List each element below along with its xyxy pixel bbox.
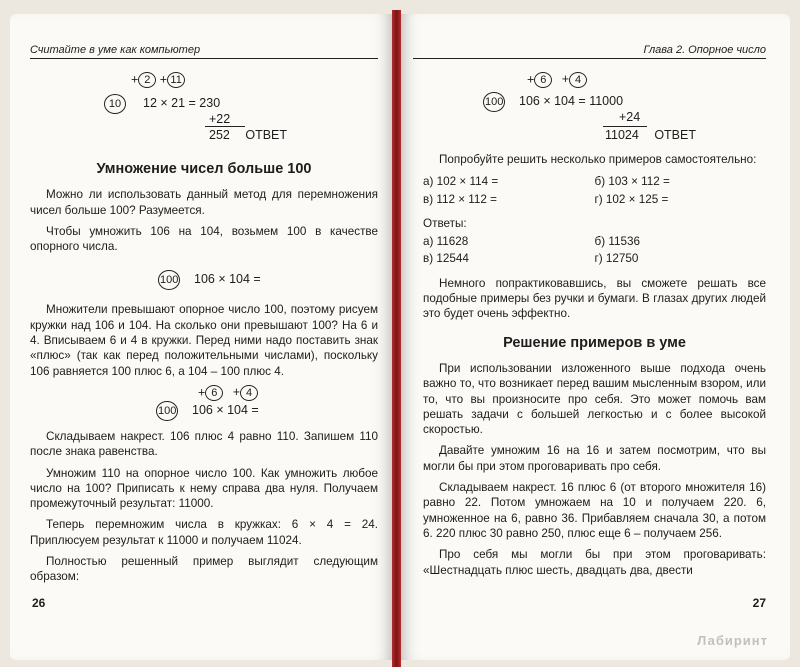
paragraph: Складываем накрест. 106 плюс 4 равно 110. Запишем 110 после знака равенства. xyxy=(30,429,378,459)
paragraph: Давайте умножим 16 на 16 и затем посмотрим, что вы могли бы при этом проговаривать про себя. xyxy=(423,444,766,473)
calc-line: 106 × 104 = 11000 xyxy=(519,94,624,108)
answer-item: г) 12750 xyxy=(594,252,639,266)
problem-item: в) 112 × 112 = xyxy=(423,192,498,206)
plus-sign: + xyxy=(159,72,168,87)
section-heading: Умножение чисел больше 100 xyxy=(96,161,312,177)
page-number: 26 xyxy=(32,596,46,610)
circle-number: 4 xyxy=(240,385,258,401)
answer-label: ОТВЕТ xyxy=(654,128,696,142)
section-heading: Решение примеров в уме xyxy=(503,334,686,351)
paragraph: Чтобы умножить 106 на 104, возьмем 100 в качестве опорного числа. xyxy=(30,224,378,254)
calc-expression: 106 × 104 = xyxy=(194,272,261,287)
paragraph: Множители превышают опорное число 100, поэтому рисуем кружки над 106 и 104. На сколько они превышают 100? На 6 и 4. Вписываем 6 и 4 в кружки. Перед ними надо поставить знак «плюс» (так как перед положительными числами), поскольку 106 равняется 100 плюс 6, а 104 – 100 плюс 4. xyxy=(30,303,378,378)
plus-sign: + xyxy=(232,385,241,400)
plus-sign: + xyxy=(527,72,535,87)
calc-line: 12 × 21 = 230 xyxy=(143,96,221,110)
paragraph: Можно ли использовать данный метод для перемножения чисел больше 100? Разумеется. xyxy=(30,188,378,217)
paragraph: Теперь перемножим числа в кружках: 6 × 4 = 24. Приплюсуем результат к 11000 и получаем 11024. xyxy=(30,518,378,547)
right-page-content xyxy=(423,72,766,584)
paragraph: Полностью решенный пример выглядит следующим образом: xyxy=(30,555,378,584)
calc-expression: 106 × 104 = xyxy=(192,402,259,417)
circle-number: 6 xyxy=(534,72,552,88)
calc-line: +24 xyxy=(619,110,641,124)
problem-item: а) 102 × 114 = xyxy=(423,175,499,189)
left-page xyxy=(10,14,392,660)
problem-item: г) 102 × 125 = xyxy=(594,192,669,206)
calc-example-1 xyxy=(30,72,378,142)
paragraph: Умножим 110 на опорное число 100. Как умножить любое число на 100? Приписать к нему справа два нуля. Получаем промежуточный результат: 11000. xyxy=(30,466,378,511)
plus-sign: + xyxy=(198,385,206,400)
reference-circle: 10 xyxy=(104,94,126,114)
calc-example-2 xyxy=(30,260,378,300)
paragraph: Про себя мы могли бы при этом проговаривать: «Шестнадцать плюс шесть, двадцать два, двести xyxy=(423,548,766,577)
circle-number: 4 xyxy=(569,72,587,88)
page-number: 27 xyxy=(752,596,766,610)
watermark-logo: Лабиринт xyxy=(697,633,768,648)
paragraph: Немного попрактиковавшись, вы сможете решать все подобные примеры без ручки и бумаги. В глазах других людей это будет очень эффектно. xyxy=(423,276,766,321)
plus-sign: + xyxy=(131,72,139,87)
left-page-content xyxy=(30,72,378,591)
calc-example-solved xyxy=(423,72,766,142)
answer-label: ОТВЕТ xyxy=(245,128,288,142)
book-spine xyxy=(392,10,401,667)
answer-item: в) 12544 xyxy=(423,252,469,266)
header-rule xyxy=(413,58,766,59)
answers-label: Ответы: xyxy=(423,216,467,230)
reference-circle: 100 xyxy=(158,270,180,290)
reference-circle: 100 xyxy=(483,92,505,112)
circle-number: 6 xyxy=(205,385,223,401)
reference-circle: 100 xyxy=(156,401,178,421)
calc-result: 252 xyxy=(209,128,230,142)
running-header: Считайте в уме как компьютер xyxy=(30,44,201,56)
problem-item: б) 103 × 112 = xyxy=(594,175,670,189)
answer-item: а) 11628 xyxy=(423,235,469,249)
answer-item: б) 11536 xyxy=(594,235,640,249)
calc-result: 11024 xyxy=(605,128,639,142)
circle-number: 2 xyxy=(138,72,156,88)
paragraph: Складываем накрест. 16 плюс 6 (от второго множителя 16) равно 22. Потом умножаем на 10 и получаем 220. 6, умноженное на 6, равно 36. Прибавляем сначала 30, а потом 6. 220 плюс 30 равно 250, плюс еще 6 – получаем 256. xyxy=(423,481,766,540)
plus-sign: + xyxy=(561,72,570,87)
circle-number: 11 xyxy=(167,72,185,88)
paragraph: Попробуйте решить несколько примеров самостоятельно: xyxy=(439,153,757,166)
right-page xyxy=(401,14,790,660)
header-rule xyxy=(30,58,378,59)
calc-example-3 xyxy=(30,385,378,425)
calc-line: +22 xyxy=(209,112,231,126)
answers-list xyxy=(423,233,766,268)
practice-problems xyxy=(423,173,766,208)
paragraph: При использовании изложенного выше подхода очень важно то, что возникает перед вашим мысленным взором, или то, что вы произносите про себя. Это может помочь вам решать задачи с большей легкостью и с более высокой скоростью. xyxy=(423,361,766,437)
running-header: Глава 2. Опорное число xyxy=(643,44,766,56)
